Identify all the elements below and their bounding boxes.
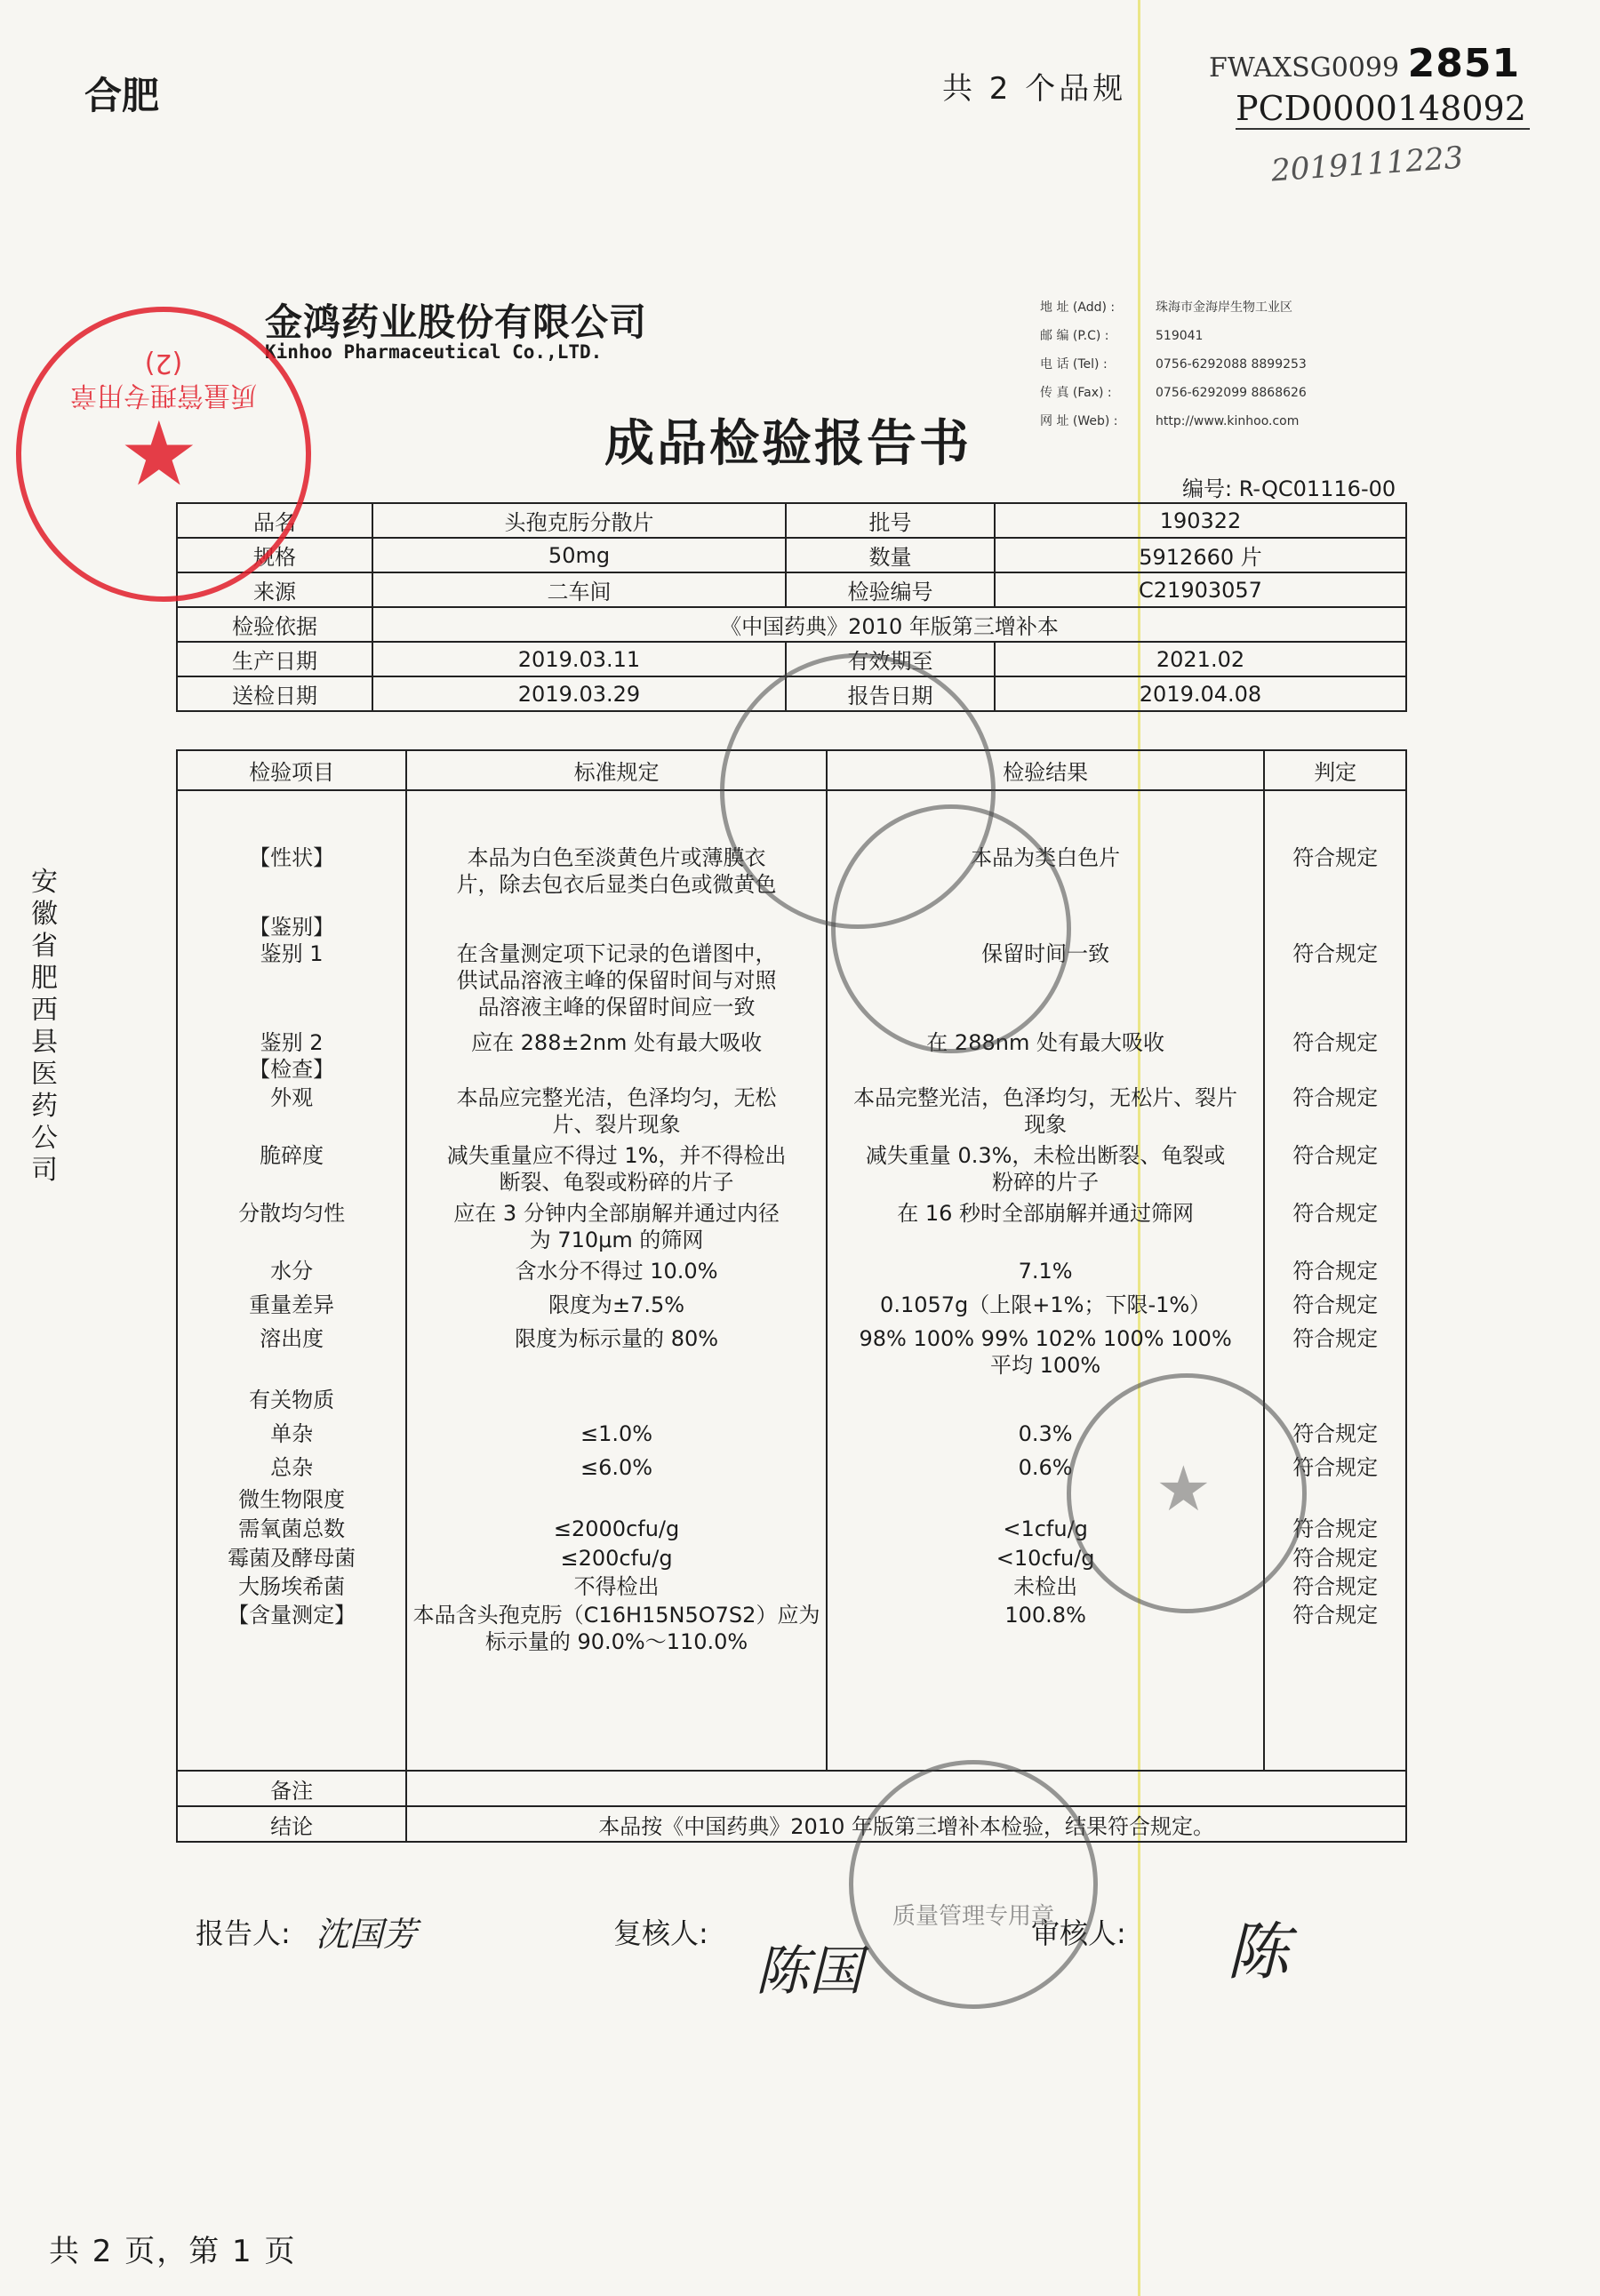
contact-row (1040, 322, 1307, 350)
standards-column (406, 790, 827, 1772)
test-result: 100.8% (1004, 1602, 1086, 1628)
test-standard: 片、裂片现象 (552, 1111, 681, 1137)
results-body-row (177, 790, 1406, 1772)
info-label: 检验编号 (786, 572, 995, 607)
info-value: 2019.03.29 (372, 676, 786, 711)
info-label: 报告日期 (786, 676, 995, 711)
test-judgement: 符合规定 (1292, 940, 1379, 966)
test-result: 0.3% (1018, 1420, 1073, 1446)
test-judgement: 符合规定 (1292, 1292, 1379, 1317)
reporter-signature: 沈国芳 (316, 1915, 418, 1954)
test-item-name: 分散均匀性 (238, 1200, 346, 1226)
quality-seal-text: 质量管理专用章 (892, 1903, 1054, 1930)
info-value: 2019.04.08 (995, 676, 1406, 711)
test-judgement: 符合规定 (1292, 1084, 1379, 1110)
contact-label: 地 址 (Add) : (1040, 300, 1116, 315)
test-judgement: 符合规定 (1292, 1573, 1379, 1599)
info-value: 50mg (372, 538, 786, 572)
doc-code-suffix: 2851 (1407, 41, 1521, 86)
star-icon: ★ (119, 402, 199, 506)
quality-seal-stamp (849, 1760, 1098, 2009)
contact-value: http://www.kinhoo.com (1156, 414, 1300, 428)
test-item-name: 鉴别 1 (260, 940, 324, 966)
gray-seal-stamp (831, 804, 1071, 1053)
test-result: 7.1% (1018, 1258, 1073, 1284)
info-value: 2019.03.11 (372, 642, 786, 676)
contact-value: 519041 (1156, 329, 1204, 343)
test-item-name: 【含量测定】 (228, 1602, 356, 1628)
results-table (176, 749, 1407, 1843)
remark-label: 备注 (177, 1771, 406, 1806)
info-basis-value: 《中国药典》2010 年版第三增补本 (372, 607, 1406, 642)
doc-code (1209, 41, 1520, 86)
test-judgement: 符合规定 (1292, 1200, 1379, 1226)
test-standard: ≤1.0% (580, 1420, 653, 1446)
conclusion-value: 本品按《中国药典》2010 年版第三增补本检验，结果符合规定。 (406, 1806, 1406, 1842)
header-standard: 标准规定 (406, 750, 827, 790)
test-result: 现象 (1024, 1111, 1068, 1137)
test-item-name: 重量差异 (249, 1292, 335, 1317)
info-value: 190322 (995, 503, 1406, 538)
test-result: 0.1057g（上限+1%；下限-1%） (880, 1292, 1212, 1317)
test-judgement: 符合规定 (1292, 844, 1379, 870)
contact-label: 网 址 (Web) : (1040, 414, 1118, 428)
info-row (177, 538, 1406, 572)
test-standard: ≤200cfu/g (560, 1545, 673, 1571)
star-icon: ★ (1156, 1452, 1212, 1525)
test-item-name: 外观 (270, 1084, 314, 1110)
info-row (177, 572, 1406, 607)
test-judgement: 符合规定 (1292, 1516, 1379, 1541)
test-item-name: 大肠埃希菌 (238, 1573, 346, 1599)
test-standard: 应在 288±2nm 处有最大吸收 (471, 1029, 763, 1055)
contact-value: 0756-6292099 8868626 (1156, 386, 1307, 400)
test-result: 减失重量 0.3%，未检出断裂、龟裂或 (865, 1142, 1226, 1168)
contact-label: 传 真 (Fax) : (1040, 386, 1112, 400)
test-standard: 不得检出 (573, 1573, 660, 1599)
test-judgement: 符合规定 (1292, 1602, 1379, 1628)
page-footer: 共 2 页，第 1 页 (49, 2234, 297, 2269)
test-item-name: 脆碎度 (260, 1142, 324, 1168)
test-judgement: 符合规定 (1292, 1029, 1379, 1055)
test-result: 保留时间一致 (981, 940, 1110, 966)
company-contact (1040, 293, 1307, 436)
test-item-name: 单杂 (270, 1420, 314, 1446)
info-label: 生产日期 (177, 642, 372, 676)
test-item-name: 【性状】 (249, 844, 335, 870)
test-item-name: 需氧菌总数 (238, 1516, 346, 1541)
test-result: 98% 100% 99% 102% 100% 100% (859, 1325, 1232, 1351)
info-label: 来源 (177, 572, 372, 607)
info-label: 批号 (786, 503, 995, 538)
info-value: 二车间 (372, 572, 786, 607)
conclusion-label: 结论 (177, 1806, 406, 1842)
reporter-label: 报告人: (196, 1916, 291, 1950)
info-label: 数量 (786, 538, 995, 572)
test-result: <1cfu/g (1003, 1516, 1088, 1541)
test-result: 在 16 秒时全部崩解并通过筛网 (897, 1200, 1195, 1226)
test-judgement: 符合规定 (1292, 1420, 1379, 1446)
test-item-name: 【鉴别】 (249, 914, 335, 940)
contact-value: 0756-6292088 8899253 (1156, 357, 1307, 372)
doc-code-2: PCD0000148092 (1236, 89, 1530, 130)
test-standard: ≤6.0% (580, 1454, 653, 1480)
info-label: 有效期至 (786, 642, 995, 676)
test-standard: 限度为标示量的 80% (515, 1325, 719, 1351)
top-left-label: 合肥 (84, 74, 160, 117)
red-seal-stamp (16, 307, 311, 602)
contact-row (1040, 350, 1307, 379)
header-item: 检验项目 (177, 750, 406, 790)
test-judgement: 符合规定 (1292, 1142, 1379, 1168)
contact-row (1040, 407, 1307, 436)
conclusion-row (177, 1806, 1406, 1842)
test-judgement: 符合规定 (1292, 1325, 1379, 1351)
test-standard: 本品含头孢克肟（C16H15N5O7S2）应为 (412, 1602, 820, 1628)
test-judgement: 符合规定 (1292, 1545, 1379, 1571)
info-row (177, 503, 1406, 538)
contact-row (1040, 379, 1307, 407)
handwritten-date: 2019111223 (1269, 140, 1465, 189)
judgement-column (1264, 790, 1406, 1772)
test-item-name: 霉菌及酵母菌 (228, 1545, 356, 1571)
info-value: C21903057 (995, 572, 1406, 607)
test-standard: 减失重量应不得过 1%，并不得检出 (446, 1142, 787, 1168)
test-standard: 片，除去包衣后显类白色或微黄色 (456, 871, 777, 897)
red-seal-text: 质量管理专用章(2) (70, 348, 257, 411)
contact-label: 电 话 (Tel) : (1040, 357, 1108, 372)
report-number: 编号: R-QC01116-00 (1182, 476, 1396, 501)
test-standard: 含水分不得过 10.0% (515, 1258, 718, 1284)
test-judgement: 符合规定 (1292, 1454, 1379, 1480)
info-label: 检验依据 (177, 607, 372, 642)
test-result: 本品为类白色片 (971, 844, 1121, 870)
test-standard: 为 710μm 的筛网 (529, 1227, 704, 1252)
test-result: 在 288nm 处有最大吸收 (926, 1029, 1164, 1055)
test-standard: 品溶液主峰的保留时间应一致 (477, 994, 756, 1020)
test-result: 平均 100% (990, 1352, 1101, 1378)
test-result: 0.6% (1018, 1454, 1073, 1480)
product-count-label: 共 2 个品规 (942, 71, 1127, 107)
test-standard: 本品为白色至淡黄色片或薄膜衣 (467, 844, 766, 870)
test-result: 未检出 (1013, 1573, 1078, 1599)
info-label: 规格 (177, 538, 372, 572)
info-value: 2021.02 (995, 642, 1406, 676)
info-value: 头孢克肟分散片 (372, 503, 786, 538)
test-result: <10cfu/g (996, 1545, 1095, 1571)
contact-label: 邮 编 (P.C) : (1040, 329, 1109, 343)
company-name-cn: 金鸿药业股份有限公司 (265, 300, 648, 344)
header-result: 检验结果 (827, 750, 1265, 790)
doc-code-prefix: FWAXSG0099 (1209, 52, 1400, 84)
company-seal-stamp (1067, 1373, 1307, 1613)
info-value: 5912660 片 (995, 538, 1406, 572)
auditor-signature: 陈 (1227, 1916, 1289, 1988)
test-standard: ≤2000cfu/g (553, 1516, 680, 1541)
info-label: 品名 (177, 503, 372, 538)
test-item-name: 微生物限度 (238, 1486, 346, 1512)
auditor-label: 审核人: (1031, 1916, 1126, 1950)
contact-row (1040, 293, 1307, 322)
test-item-name: 总杂 (270, 1454, 314, 1480)
reviewer-signature: 陈国 (756, 1940, 862, 2003)
test-standard: 限度为±7.5% (548, 1292, 685, 1317)
info-label: 送检日期 (177, 676, 372, 711)
contact-value: 珠海市金海岸生物工业区 (1156, 300, 1292, 315)
header-judgement: 判定 (1264, 750, 1406, 790)
test-judgement: 符合规定 (1292, 1258, 1379, 1284)
items-column (177, 790, 406, 1772)
report-title: 成品检验报告书 (604, 415, 972, 473)
test-standard: 标示量的 90.0%～110.0% (484, 1628, 748, 1654)
test-result: 粉碎的片子 (992, 1169, 1100, 1195)
test-standard: 供试品溶液主峰的保留时间与对照 (456, 967, 777, 993)
company-name-en: Kinhoo Pharmaceutical Co.,LTD. (265, 341, 603, 363)
test-item-name: 鉴别 2 (260, 1029, 324, 1055)
test-result: 本品完整光洁，色泽均匀，无松片、裂片 (853, 1084, 1238, 1110)
side-vertical-text: 安 徽 省 肥 西 县 医 药 公 司 (31, 867, 58, 1186)
test-item-name: 水分 (270, 1258, 314, 1284)
test-standard: 断裂、龟裂或粉碎的片子 (499, 1169, 734, 1195)
test-standard: 在含量测定项下记录的色谱图中， (456, 940, 777, 966)
info-row (177, 607, 1406, 642)
test-standard: 应在 3 分钟内全部崩解并通过内径 (453, 1200, 780, 1226)
reviewer-label: 复核人: (613, 1916, 708, 1950)
remark-row (177, 1771, 1406, 1806)
test-item-name: 有关物质 (249, 1387, 335, 1412)
test-item-name: 【检查】 (249, 1056, 335, 1082)
test-item-name: 溶出度 (260, 1325, 324, 1351)
test-standard: 本品应完整光洁，色泽均匀，无松 (456, 1084, 777, 1110)
